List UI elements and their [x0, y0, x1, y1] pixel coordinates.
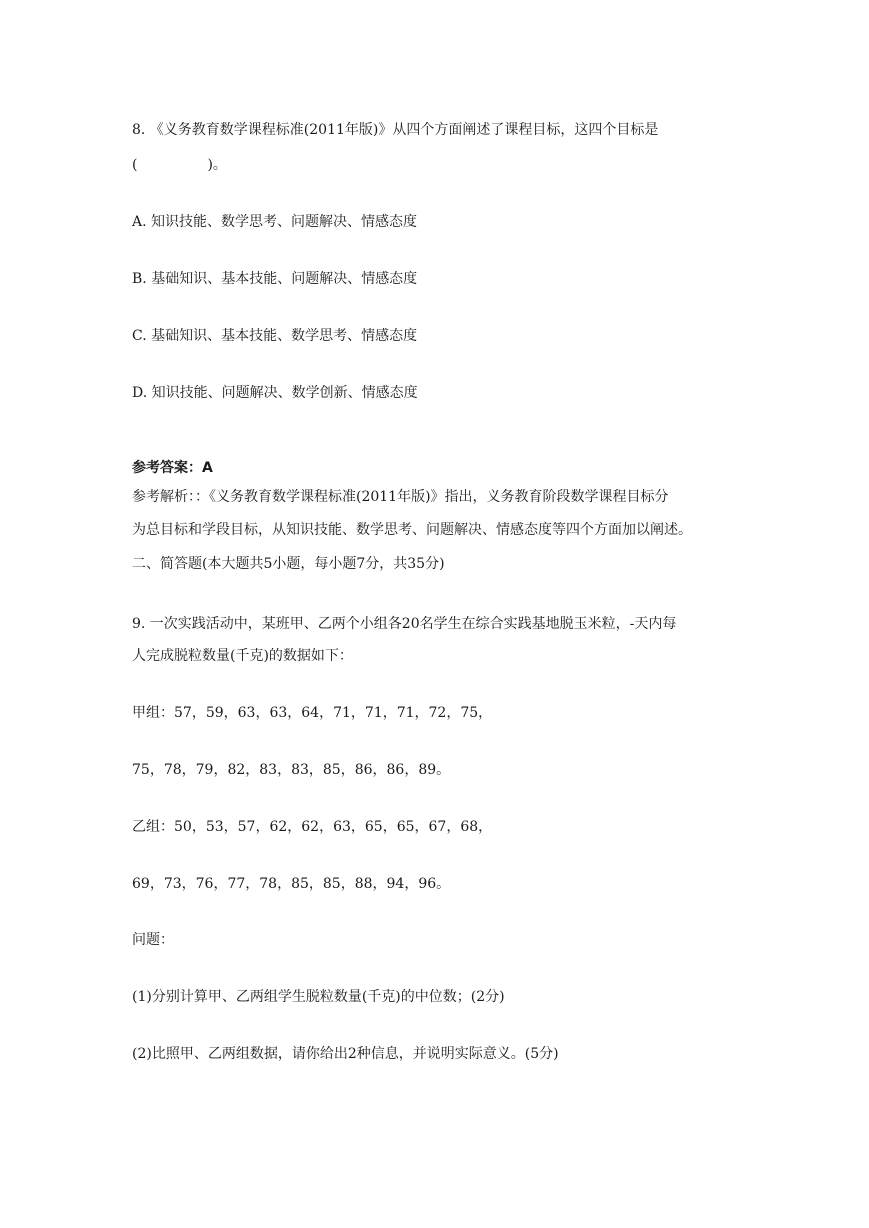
q8-option-d: D. 知识技能、问题解决、数学创新、情感态度: [132, 385, 418, 401]
q9-stem-line1: 9. 一次实践活动中，某班甲、乙两个小组各20名学生在综合实践基地脱玉米粒，-天内每: [132, 616, 677, 632]
q8-stem-line1: 8. 《义务教育数学课程标准(2011年版)》从四个方面阐述了课程目标，这四个目标是: [132, 122, 659, 138]
group-b-line1: 乙组：50，53，57，62，62，63，65，65，67，68，: [132, 819, 493, 835]
q9-stem-line2: 人完成脱粒数量(千克)的数据如下：: [132, 648, 353, 664]
sub-question-2: (2)比照甲、乙两组数据，请你给出2种信息，并说明实际意义。(5分): [132, 1046, 559, 1062]
q8-option-b: B. 基础知识、基本技能、问题解决、情感态度: [132, 271, 418, 287]
q8-option-a: A. 知识技能、数学思考、问题解决、情感态度: [132, 214, 418, 230]
sub-question-1: (1)分别计算甲、乙两组学生脱粒数量(千克)的中位数；(2分): [132, 989, 505, 1005]
section-heading: 二、简答题(本大题共5小题，每小题7分，共35分): [132, 556, 445, 572]
q8-stem-line2: ( )。: [132, 157, 227, 173]
group-a-line2: 75，78，79，82，83，83，85，86，86，89。: [132, 762, 451, 778]
group-b-line2: 69，73，76，77，78，85，85，88，94，96。: [132, 876, 451, 892]
analysis-line2: 为总目标和学段目标，从知识技能、数学思考、问题解决、情感态度等四个方面加以阐述。: [132, 522, 692, 538]
q8-option-c: C. 基础知识、基本技能、数学思考、情感态度: [132, 328, 418, 344]
answer-label: 参考答案：A: [132, 460, 213, 476]
analysis-line1: 参考解析：：《义务教育数学课程标准(2011年版)》指出，义务教育阶段数学课程目标分: [132, 489, 669, 505]
questions-label: 问题：: [132, 932, 174, 948]
group-a-line1: 甲组：57，59，63，63，64，71，71，71，72，75，: [132, 705, 493, 721]
